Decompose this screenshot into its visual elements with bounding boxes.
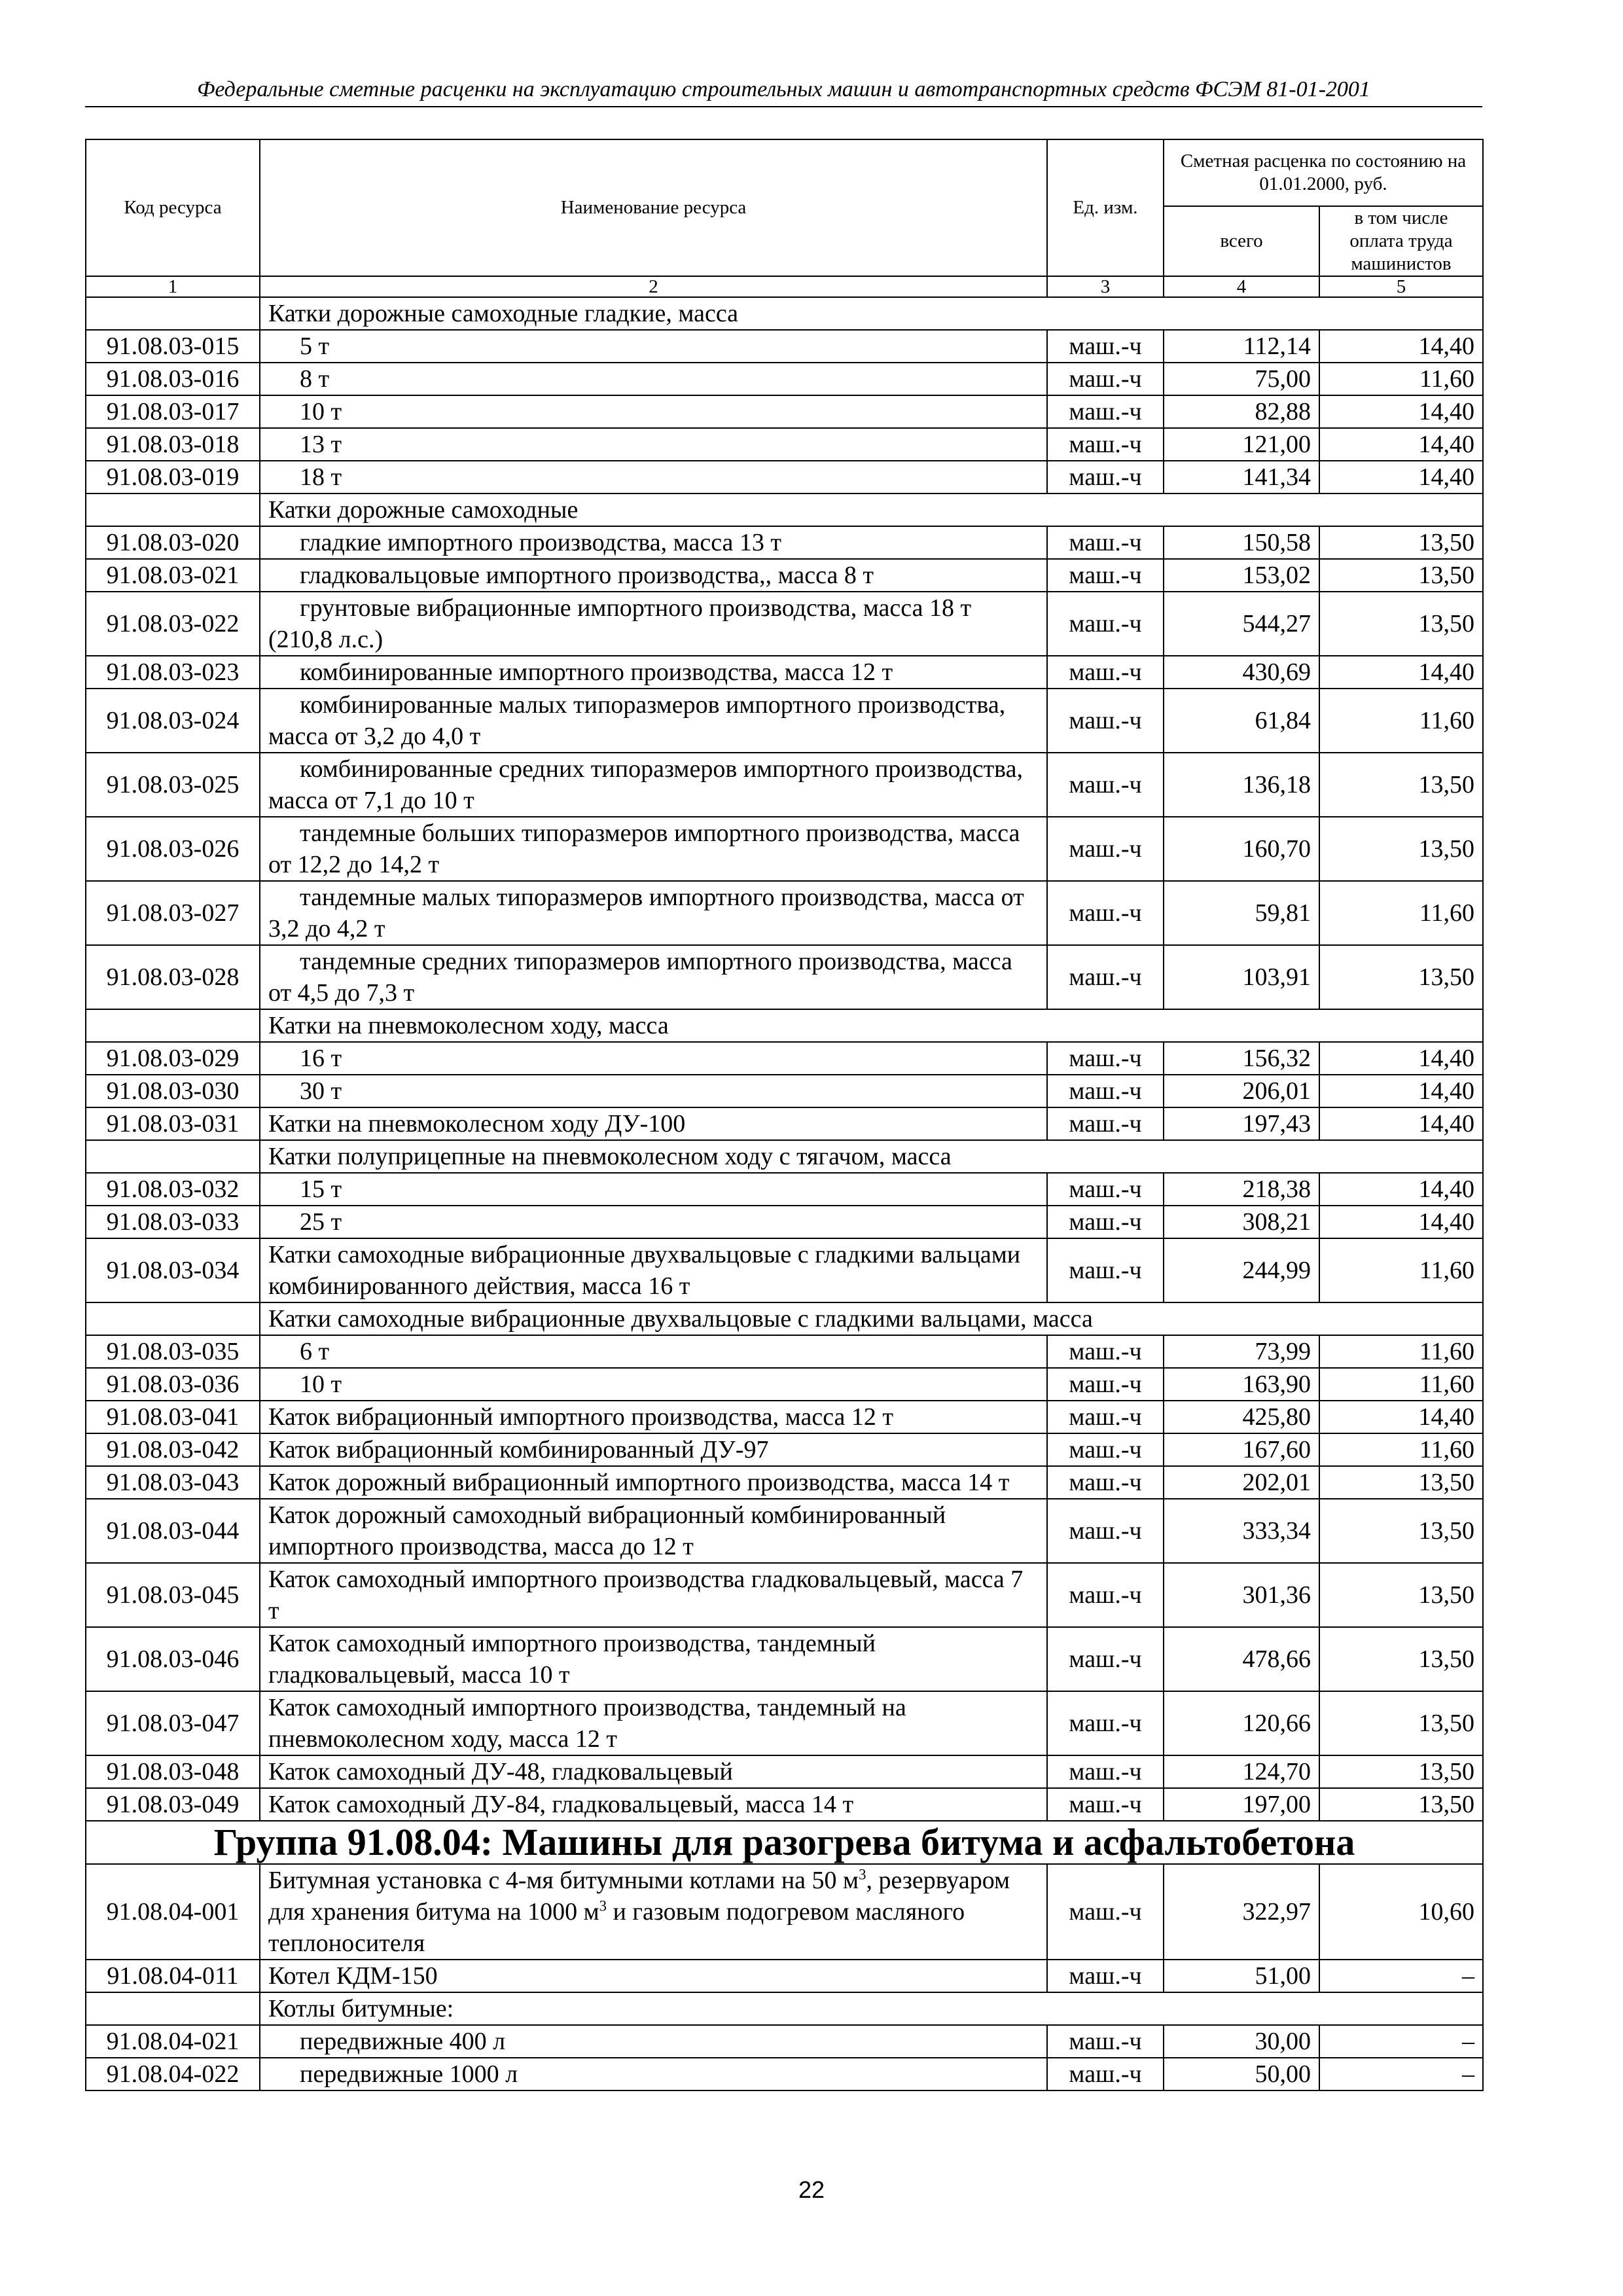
section-row [86,297,1483,330]
resource-code: 91.08.03-043 [86,1466,260,1499]
resource-name: 15 т [260,1173,1047,1206]
unit-cell: маш.-ч [1047,1788,1164,1821]
unit-cell: маш.-ч [1047,1466,1164,1499]
wages-cell: 14,40 [1319,461,1483,493]
section-code-cell [86,1302,260,1335]
resource-name: Каток самоходный ДУ-84, гладковальцевый, масса 14 т [260,1788,1047,1821]
wages-cell: 13,50 [1319,1691,1483,1755]
price-total-cell: 61,84 [1164,689,1319,753]
wages-cell: 13,50 [1319,592,1483,656]
resource-code: 91.08.03-027 [86,881,260,945]
unit-cell: маш.-ч [1047,1238,1164,1302]
wages-cell: 11,60 [1319,1335,1483,1368]
wages-cell: 14,40 [1319,1042,1483,1075]
section-row [86,493,1483,526]
resource-code: 91.08.03-018 [86,428,260,461]
price-total-cell: 163,90 [1164,1368,1319,1401]
resource-code: 91.08.04-022 [86,2058,260,2090]
unit-cell: маш.-ч [1047,817,1164,881]
resource-code: 91.08.03-031 [86,1107,260,1140]
name-part: , резервуаром для хранения битума на 1000 м [268,1867,1010,1926]
section-code-cell [86,1009,260,1042]
section-code-cell [86,1992,260,2025]
resource-name [260,1864,1047,1960]
superscript: 3 [859,1866,866,1883]
price-total-cell: 51,00 [1164,1960,1319,1992]
unit-cell: маш.-ч [1047,1401,1164,1433]
resource-name: Каток самоходный ДУ-48, гладковальцевый [260,1755,1047,1788]
wages-cell: 14,40 [1319,1206,1483,1238]
col-header-total: всего [1164,206,1319,276]
resource-code: 91.08.03-024 [86,689,260,753]
price-total-cell: 308,21 [1164,1206,1319,1238]
price-total-cell: 112,14 [1164,330,1319,363]
wages-cell: 13,50 [1319,945,1483,1009]
col-header-code: Код ресурса [86,139,260,276]
wages-cell: 14,40 [1319,656,1483,689]
unit-cell: маш.-ч [1047,592,1164,656]
unit-cell: маш.-ч [1047,2025,1164,2058]
wages-cell: 13,50 [1319,1627,1483,1691]
wages-cell: 14,40 [1319,330,1483,363]
table-row [86,1206,1483,1238]
section-row [86,1140,1483,1173]
group-heading-row [86,1821,1483,1864]
col-header-price: Сметная расценка по состоянию на 01.01.2000, руб. [1164,139,1483,206]
unit-cell: маш.-ч [1047,1499,1164,1563]
col-number: 1 [86,276,260,297]
table-row [86,656,1483,689]
resource-code: 91.08.04-001 [86,1864,260,1960]
resource-name: Каток вибрационный импортного производства, масса 12 т [260,1401,1047,1433]
table-row [86,1691,1483,1755]
wages-cell: 10,60 [1319,1864,1483,1960]
wages-cell: 14,40 [1319,1173,1483,1206]
resource-code: 91.08.03-028 [86,945,260,1009]
resource-code: 91.08.03-020 [86,526,260,559]
wages-cell: 11,60 [1319,1368,1483,1401]
resource-name: 13 т [260,428,1047,461]
price-total-cell: 73,99 [1164,1335,1319,1368]
resource-code: 91.08.03-023 [86,656,260,689]
unit-cell: маш.-ч [1047,945,1164,1009]
table-row [86,2058,1483,2090]
price-total-cell: 82,88 [1164,395,1319,428]
unit-cell: маш.-ч [1047,1563,1164,1627]
resource-code: 91.08.03-022 [86,592,260,656]
resource-name: Котел КДМ-150 [260,1960,1047,1992]
price-total-cell: 121,00 [1164,428,1319,461]
resource-name: Каток дорожный самоходный вибрационный комбинированный импортного производства, масса до 12 т [260,1499,1047,1563]
resource-code: 91.08.03-035 [86,1335,260,1368]
section-title: Катки на пневмоколесном ходу, масса [260,1009,1483,1042]
resource-name: 16 т [260,1042,1047,1075]
wages-cell: 13,50 [1319,559,1483,592]
wages-cell: 13,50 [1319,1788,1483,1821]
resource-name: комбинированные средних типоразмеров импортного производства, масса от 7,1 до 10 т [260,753,1047,817]
section-code-cell [86,493,260,526]
table-row [86,592,1483,656]
unit-cell: маш.-ч [1047,753,1164,817]
unit-cell: маш.-ч [1047,881,1164,945]
wages-cell: 11,60 [1319,363,1483,395]
resource-name: передвижные 1000 л [260,2058,1047,2090]
resource-name: Катки самоходные вибрационные двухвальцовые с гладкими вальцами комбинированного действия, масса 16 т [260,1238,1047,1302]
price-total-cell: 124,70 [1164,1755,1319,1788]
name-part: и газовым подогревом масляного теплоносителя [268,1898,965,1957]
wages-cell: – [1319,1960,1483,1992]
resource-name: грунтовые вибрационные импортного производства, масса 18 т (210,8 л.с.) [260,592,1047,656]
price-total-cell: 136,18 [1164,753,1319,817]
resource-name: 5 т [260,330,1047,363]
wages-cell: 14,40 [1319,1401,1483,1433]
resource-code: 91.08.03-045 [86,1563,260,1627]
table-row [86,1042,1483,1075]
table-row [86,428,1483,461]
price-total-cell: 103,91 [1164,945,1319,1009]
table-row [86,945,1483,1009]
resource-name: Катки на пневмоколесном ходу ДУ-100 [260,1107,1047,1140]
price-total-cell: 425,80 [1164,1401,1319,1433]
section-row [86,1302,1483,1335]
price-total-cell: 197,43 [1164,1107,1319,1140]
resource-name: тандемные малых типоразмеров импортного производства, масса от 3,2 до 4,2 т [260,881,1047,945]
table-row [86,1788,1483,1821]
table-body [86,297,1483,2090]
running-header: Федеральные сметные расценки на эксплуатацию строительных машин и автотранспортных средств ФСЭМ 81-01-2001 [85,77,1482,107]
resource-name: тандемные средних типоразмеров импортного производства, масса от 4,5 до 7,3 т [260,945,1047,1009]
resource-code: 91.08.03-019 [86,461,260,493]
table-row [86,395,1483,428]
table-row [86,1173,1483,1206]
wages-cell: 11,60 [1319,689,1483,753]
resource-code: 91.08.03-036 [86,1368,260,1401]
wages-cell: – [1319,2058,1483,2090]
wages-cell: 13,50 [1319,526,1483,559]
col-header-unit: Ед. изм. [1047,139,1164,276]
resource-code: 91.08.03-029 [86,1042,260,1075]
resource-name: 10 т [260,1368,1047,1401]
resource-code: 91.08.04-011 [86,1960,260,1992]
unit-cell: маш.-ч [1047,1335,1164,1368]
resource-name: тандемные больших типоразмеров импортного производства, масса от 12,2 до 14,2 т [260,817,1047,881]
table-row [86,1563,1483,1627]
price-total-cell: 430,69 [1164,656,1319,689]
resource-code: 91.08.03-017 [86,395,260,428]
section-title: Котлы битумные: [260,1992,1483,2025]
price-total-cell: 322,97 [1164,1864,1319,1960]
resource-name: передвижные 400 л [260,2025,1047,2058]
section-row [86,1009,1483,1042]
wages-cell: 14,40 [1319,428,1483,461]
unit-cell: маш.-ч [1047,330,1164,363]
wages-cell: 11,60 [1319,1238,1483,1302]
resource-name: комбинированные малых типоразмеров импортного производства, масса от 3,2 до 4,0 т [260,689,1047,753]
resource-code: 91.08.03-034 [86,1238,260,1302]
resource-name: 8 т [260,363,1047,395]
section-code-cell [86,1140,260,1173]
price-total-cell: 50,00 [1164,2058,1319,2090]
resource-code: 91.08.03-021 [86,559,260,592]
page-number: 22 [798,2176,825,2203]
unit-cell: маш.-ч [1047,2058,1164,2090]
unit-cell: маш.-ч [1047,559,1164,592]
wages-cell: 13,50 [1319,1499,1483,1563]
col-number: 4 [1164,276,1319,297]
resource-code: 91.08.03-030 [86,1075,260,1107]
resource-name: Каток вибрационный комбинированный ДУ-97 [260,1433,1047,1466]
price-total-cell: 478,66 [1164,1627,1319,1691]
price-total-cell: 30,00 [1164,2025,1319,2058]
unit-cell: маш.-ч [1047,1433,1164,1466]
wages-cell: 13,50 [1319,1563,1483,1627]
resource-name: Каток самоходный импортного производства, тандемный гладковальцевый, масса 10 т [260,1627,1047,1691]
price-total-cell: 197,00 [1164,1788,1319,1821]
resource-name: 10 т [260,395,1047,428]
unit-cell: маш.-ч [1047,1075,1164,1107]
table-row [86,1627,1483,1691]
resource-code: 91.08.03-047 [86,1691,260,1755]
price-total-cell: 206,01 [1164,1075,1319,1107]
section-code-cell [86,297,260,330]
table-row [86,1499,1483,1563]
resource-name: 30 т [260,1075,1047,1107]
resource-name: 6 т [260,1335,1047,1368]
table-row [86,1755,1483,1788]
col-number: 2 [260,276,1047,297]
section-title: Катки самоходные вибрационные двухвальцовые с гладкими вальцами, масса [260,1302,1483,1335]
table-row [86,1466,1483,1499]
unit-cell: маш.-ч [1047,1042,1164,1075]
section-title: Катки дорожные самоходные [260,493,1483,526]
table-row [86,1368,1483,1401]
wages-cell: 14,40 [1319,1075,1483,1107]
price-total-cell: 75,00 [1164,363,1319,395]
wages-cell: 13,50 [1319,753,1483,817]
price-total-cell: 160,70 [1164,817,1319,881]
table-row [86,1433,1483,1466]
resource-code: 91.08.03-049 [86,1788,260,1821]
col-header-wages: в том числе оплата труда машинистов [1319,206,1483,276]
table-row [86,1238,1483,1302]
resource-name: 18 т [260,461,1047,493]
name-part: Битумная установка с 4-мя битумными котлами на 50 м [268,1867,859,1894]
unit-cell: маш.-ч [1047,1864,1164,1960]
table-row [86,330,1483,363]
table-row [86,559,1483,592]
section-title: Катки полуприцепные на пневмоколесном ходу с тягачом, масса [260,1140,1483,1173]
price-total-cell: 301,36 [1164,1563,1319,1627]
table-row [86,1960,1483,1992]
unit-cell: маш.-ч [1047,1107,1164,1140]
section-row [86,1992,1483,2025]
unit-cell: маш.-ч [1047,461,1164,493]
table-row [86,526,1483,559]
table-row [86,363,1483,395]
price-total-cell: 156,32 [1164,1042,1319,1075]
price-total-cell: 544,27 [1164,592,1319,656]
unit-cell: маш.-ч [1047,1206,1164,1238]
resource-name: Каток дорожный вибрационный импортного производства, масса 14 т [260,1466,1047,1499]
price-total-cell: 218,38 [1164,1173,1319,1206]
table-row [86,881,1483,945]
price-total-cell: 150,58 [1164,526,1319,559]
price-total-cell: 120,66 [1164,1691,1319,1755]
resource-name: гладкие импортного производства, масса 13 т [260,526,1047,559]
unit-cell: маш.-ч [1047,363,1164,395]
price-total-cell: 153,02 [1164,559,1319,592]
resource-code: 91.08.03-044 [86,1499,260,1563]
table-row [86,1401,1483,1433]
unit-cell: маш.-ч [1047,428,1164,461]
group-title: Группа 91.08.04: Машины для разогрева битума и асфальтобетона [86,1821,1483,1864]
wages-cell: 13,50 [1319,817,1483,881]
resource-name: Каток самоходный импортного производства, тандемный на пневмоколесном ходу, масса 12 т [260,1691,1047,1755]
unit-cell: маш.-ч [1047,656,1164,689]
resource-code: 91.08.03-042 [86,1433,260,1466]
wages-cell: – [1319,2025,1483,2058]
table-row [86,2025,1483,2058]
resource-table [85,139,1484,2091]
table-row [86,1075,1483,1107]
price-total-cell: 333,34 [1164,1499,1319,1563]
resource-code: 91.08.03-033 [86,1206,260,1238]
table-row [86,461,1483,493]
resource-code: 91.08.03-015 [86,330,260,363]
table-row [86,753,1483,817]
unit-cell: маш.-ч [1047,1368,1164,1401]
resource-code: 91.08.03-048 [86,1755,260,1788]
unit-cell: маш.-ч [1047,1691,1164,1755]
resource-code: 91.08.04-021 [86,2025,260,2058]
resource-code: 91.08.03-016 [86,363,260,395]
section-title: Катки дорожные самоходные гладкие, масса [260,297,1483,330]
resource-code: 91.08.03-046 [86,1627,260,1691]
unit-cell: маш.-ч [1047,1173,1164,1206]
resource-name: комбинированные импортного производства, масса 12 т [260,656,1047,689]
wages-cell: 11,60 [1319,1433,1483,1466]
unit-cell: маш.-ч [1047,526,1164,559]
resource-name: 25 т [260,1206,1047,1238]
table-row [86,1864,1483,1960]
table-row [86,817,1483,881]
price-total-cell: 141,34 [1164,461,1319,493]
unit-cell: маш.-ч [1047,689,1164,753]
resource-name: Каток самоходный импортного производства гладковальцевый, масса 7 т [260,1563,1047,1627]
wages-cell: 11,60 [1319,881,1483,945]
table-row [86,1335,1483,1368]
wages-cell: 13,50 [1319,1466,1483,1499]
unit-cell: маш.-ч [1047,1960,1164,1992]
col-header-name: Наименование ресурса [260,139,1047,276]
price-total-cell: 59,81 [1164,881,1319,945]
unit-cell: маш.-ч [1047,395,1164,428]
price-total-cell: 167,60 [1164,1433,1319,1466]
price-total-cell: 244,99 [1164,1238,1319,1302]
unit-cell: маш.-ч [1047,1755,1164,1788]
price-total-cell: 202,01 [1164,1466,1319,1499]
wages-cell: 14,40 [1319,395,1483,428]
col-number: 5 [1319,276,1483,297]
table-row [86,689,1483,753]
resource-name: гладковальцовые импортного производства,, масса 8 т [260,559,1047,592]
col-number: 3 [1047,276,1164,297]
wages-cell: 13,50 [1319,1755,1483,1788]
resource-code: 91.08.03-041 [86,1401,260,1433]
table-row [86,1107,1483,1140]
resource-code: 91.08.03-025 [86,753,260,817]
resource-code: 91.08.03-026 [86,817,260,881]
superscript: 3 [599,1897,607,1914]
unit-cell: маш.-ч [1047,1627,1164,1691]
resource-code: 91.08.03-032 [86,1173,260,1206]
wages-cell: 14,40 [1319,1107,1483,1140]
